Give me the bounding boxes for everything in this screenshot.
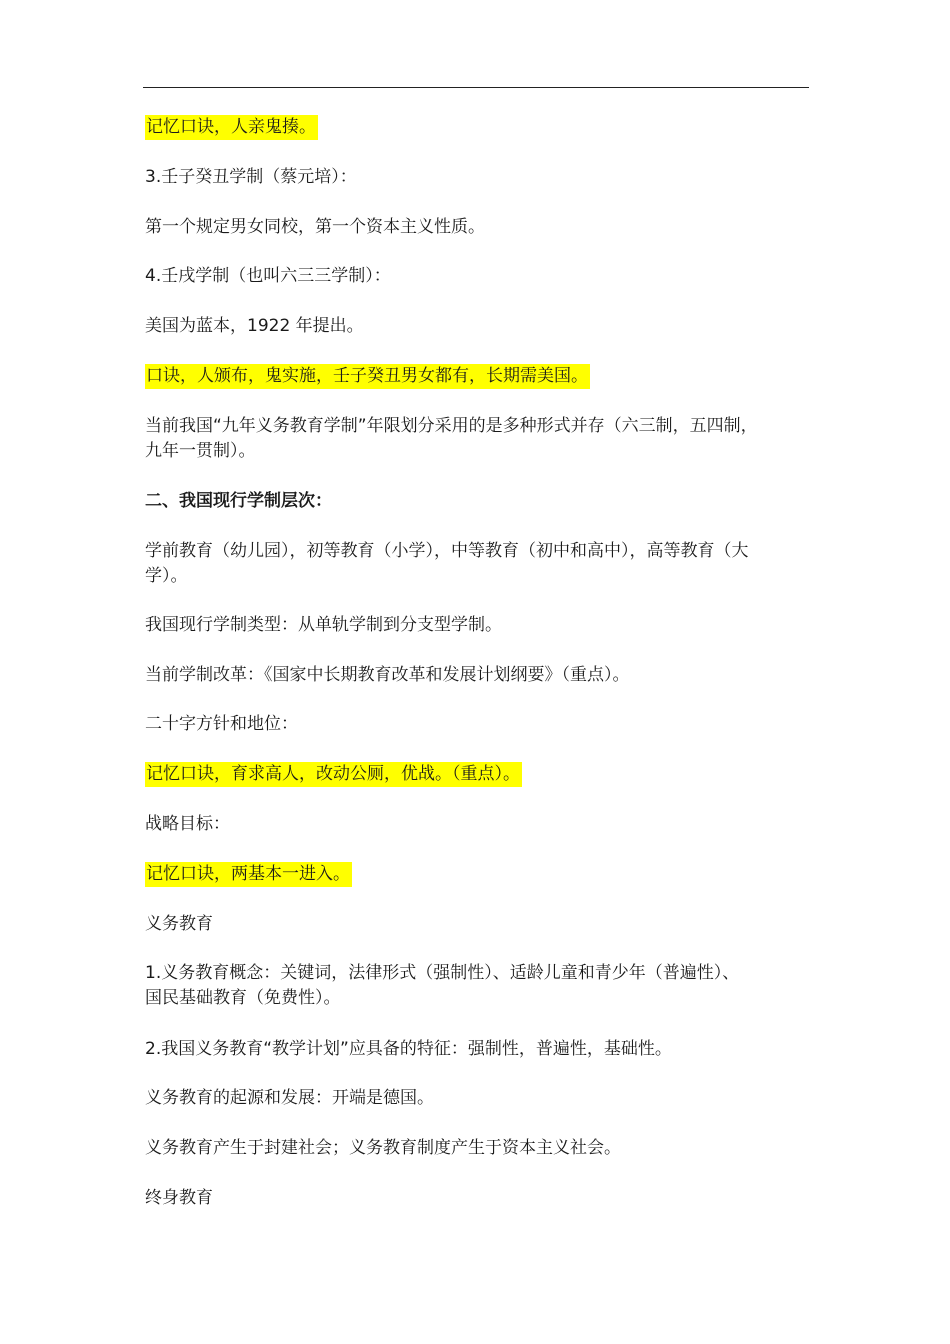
item-4-text: 美国为蓝本，1922 年提出。 (145, 316, 364, 336)
levels-text-1: 学前教育（幼儿园），初等教育（小学），中等教育（初中和高中），高等教育（大 (145, 541, 749, 561)
levels-text-2: 学）。 (145, 566, 188, 586)
highlight: 记忆口诀，人亲鬼揍。 (145, 115, 318, 140)
emergence-text: 义务教育产生于封建社会；义务教育制度产生于资本主义社会。 (145, 1138, 621, 1158)
lifelong-education-heading: 终身教育 (145, 1188, 213, 1208)
concept-text-2: 国民基础教育（免费性）。 (145, 988, 341, 1008)
compulsory-education-heading: 义务教育 (145, 914, 213, 934)
item-3-text: 第一个规定男女同校，第一个资本主义性质。 (145, 217, 485, 237)
highlight: 记忆口诀，育求高人，改动公厕，优战。（重点）。 (145, 762, 522, 787)
concept-text-1: 1.义务教育概念：关键词，法律形式（强制性）、适龄儿童和青少年（普遍性）、 (145, 963, 740, 983)
item-4-heading: 4.壬戌学制（也叫六三三学制）： (145, 266, 391, 286)
features-text: 2.我国义务教育“教学计划”应具备的特征：强制性，普遍性，基础性。 (145, 1039, 672, 1059)
mnemonic-line-3 (145, 761, 811, 787)
highlight: 口诀，人颁布，鬼实施，壬子癸丑男女都有，长期需美国。 (145, 364, 590, 389)
highlight: 记忆口诀，两基本一进入。 (145, 862, 352, 887)
header-rule (143, 87, 809, 88)
strategic-goal-heading: 战略目标： (145, 814, 230, 834)
mnemonic-line-4 (145, 861, 811, 887)
section-heading-levels: 二、我国现行学制层次： (145, 491, 332, 511)
mnemonic-line-2 (145, 363, 811, 389)
current-system-text-1: 当前我国“九年义务教育学制”年限划分采用的是多种形式并存（六三制，五四制， (145, 416, 758, 436)
mnemonic-line-1 (145, 114, 811, 140)
reform-text: 当前学制改革：《国家中长期教育改革和发展计划纲要》（重点）。 (145, 665, 630, 685)
current-system-text-2: 九年一贯制）。 (145, 441, 256, 461)
origin-text: 义务教育的起源和发展：开端是德国。 (145, 1088, 434, 1108)
policy-heading: 二十字方针和地位： (145, 714, 298, 734)
item-3-heading: 3.壬子癸丑学制（蔡元培）： (145, 167, 357, 187)
system-type-text: 我国现行学制类型：从单轨学制到分支型学制。 (145, 615, 502, 635)
